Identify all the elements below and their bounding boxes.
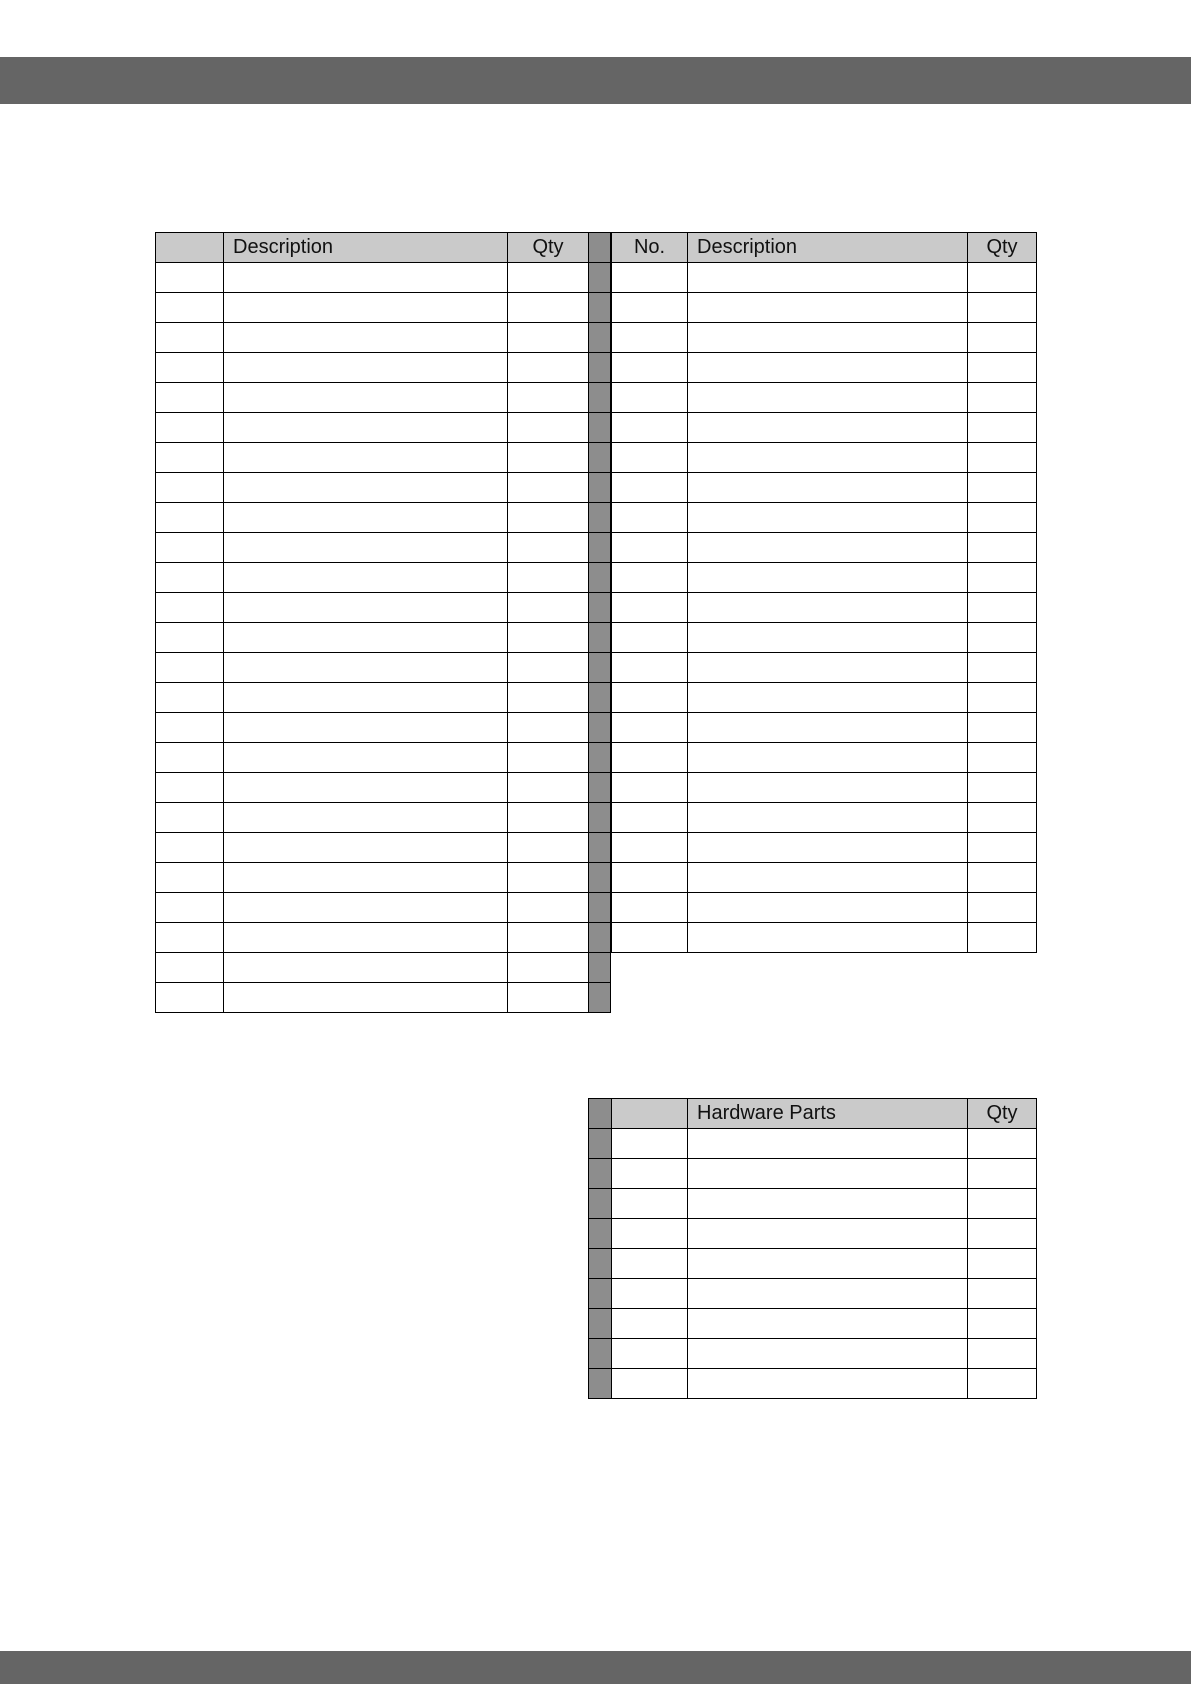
qty-cell[interactable] <box>508 263 589 293</box>
description-cell[interactable] <box>224 503 508 533</box>
table-row <box>589 1369 1037 1399</box>
table-row <box>156 923 611 953</box>
qty-cell[interactable] <box>968 923 1037 953</box>
table-row <box>612 893 1037 923</box>
description-cell[interactable] <box>224 863 508 893</box>
divider-strip-cell <box>589 1369 612 1399</box>
table-row <box>156 593 611 623</box>
qty-cell[interactable] <box>508 443 589 473</box>
divider-strip-cell <box>589 413 611 443</box>
no-cell[interactable] <box>612 473 688 503</box>
description-cell[interactable] <box>224 623 508 653</box>
hardware-parts-table <box>588 1098 1037 1399</box>
qty-cell[interactable] <box>508 503 589 533</box>
description-cell[interactable] <box>224 293 508 323</box>
qty-cell[interactable] <box>508 383 589 413</box>
no-cell[interactable] <box>612 1309 688 1339</box>
table-row <box>156 473 611 503</box>
table-row <box>612 653 1037 683</box>
table-row <box>156 863 611 893</box>
no-cell[interactable] <box>156 413 224 443</box>
no-cell[interactable] <box>612 1339 688 1369</box>
table-row <box>589 1189 1037 1219</box>
table-row <box>612 473 1037 503</box>
no-cell[interactable] <box>612 383 688 413</box>
qty-cell[interactable] <box>508 473 589 503</box>
qty-cell[interactable] <box>508 353 589 383</box>
qty-cell[interactable] <box>968 593 1037 623</box>
description-cell[interactable] <box>688 533 968 563</box>
no-cell[interactable] <box>612 1249 688 1279</box>
qty-cell[interactable] <box>968 443 1037 473</box>
divider-strip-cell <box>589 263 611 293</box>
table-row <box>156 953 611 983</box>
table-row <box>156 713 611 743</box>
divider-strip-cell <box>589 623 611 653</box>
no-cell[interactable] <box>156 353 224 383</box>
qty-cell[interactable] <box>508 623 589 653</box>
no-cell[interactable] <box>612 833 688 863</box>
no-cell[interactable] <box>156 953 224 983</box>
table-row <box>612 533 1037 563</box>
description-cell[interactable] <box>224 743 508 773</box>
divider-strip-cell <box>589 1099 612 1129</box>
divider-strip-cell <box>589 683 611 713</box>
no-header <box>612 1099 688 1129</box>
table-row <box>612 503 1037 533</box>
divider-strip-cell <box>589 923 611 953</box>
no-cell[interactable] <box>156 773 224 803</box>
table-row <box>612 623 1037 653</box>
table-row <box>612 713 1037 743</box>
description-cell[interactable] <box>224 533 508 563</box>
qty-cell[interactable] <box>508 953 589 983</box>
parts-table-right-body <box>612 263 1037 953</box>
description-cell[interactable] <box>688 743 968 773</box>
table-row <box>589 1339 1037 1369</box>
no-cell[interactable] <box>612 893 688 923</box>
table-row <box>612 413 1037 443</box>
description-cell[interactable] <box>224 923 508 953</box>
description-cell[interactable] <box>688 623 968 653</box>
qty-cell[interactable] <box>508 713 589 743</box>
description-cell[interactable] <box>688 863 968 893</box>
qty-cell[interactable] <box>968 863 1037 893</box>
qty-header: Qty <box>968 1099 1037 1129</box>
no-cell[interactable] <box>612 1129 688 1159</box>
qty-cell[interactable] <box>508 863 589 893</box>
qty-cell[interactable] <box>968 323 1037 353</box>
description-cell[interactable] <box>688 833 968 863</box>
description-cell[interactable] <box>688 443 968 473</box>
no-cell[interactable] <box>156 743 224 773</box>
table-row <box>612 773 1037 803</box>
qty-cell[interactable] <box>968 1159 1037 1189</box>
table-row <box>156 323 611 353</box>
no-cell[interactable] <box>612 533 688 563</box>
qty-cell[interactable] <box>508 593 589 623</box>
table-row <box>612 863 1037 893</box>
description-cell[interactable] <box>224 473 508 503</box>
no-cell[interactable] <box>612 503 688 533</box>
table-row <box>156 533 611 563</box>
divider-strip-cell <box>589 1129 612 1159</box>
description-cell[interactable] <box>688 1219 968 1249</box>
qty-cell[interactable] <box>508 533 589 563</box>
description-cell[interactable] <box>224 263 508 293</box>
no-cell[interactable] <box>612 353 688 383</box>
description-cell[interactable] <box>688 593 968 623</box>
qty-cell[interactable] <box>508 923 589 953</box>
qty-cell[interactable] <box>968 623 1037 653</box>
divider-strip-cell <box>589 773 611 803</box>
description-cell[interactable] <box>688 653 968 683</box>
description-cell[interactable] <box>688 353 968 383</box>
qty-cell[interactable] <box>968 773 1037 803</box>
no-cell[interactable] <box>612 923 688 953</box>
no-cell[interactable] <box>612 293 688 323</box>
description-cell[interactable] <box>224 593 508 623</box>
no-cell[interactable] <box>612 263 688 293</box>
qty-cell[interactable] <box>508 773 589 803</box>
description-cell[interactable] <box>688 1249 968 1279</box>
table-row <box>612 263 1037 293</box>
no-cell[interactable] <box>156 713 224 743</box>
no-header <box>156 233 224 263</box>
header-row <box>612 233 1037 263</box>
qty-cell[interactable] <box>968 803 1037 833</box>
table-row <box>156 623 611 653</box>
description-cell[interactable] <box>688 1159 968 1189</box>
divider-strip-cell <box>589 1309 612 1339</box>
description-cell[interactable] <box>688 713 968 743</box>
no-cell[interactable] <box>612 863 688 893</box>
qty-cell[interactable] <box>968 383 1037 413</box>
description-cell[interactable] <box>688 1369 968 1399</box>
no-cell[interactable] <box>156 473 224 503</box>
qty-cell[interactable] <box>968 1309 1037 1339</box>
no-cell[interactable] <box>156 293 224 323</box>
parts-table-left <box>155 232 611 1013</box>
qty-cell[interactable] <box>508 893 589 923</box>
description-cell[interactable] <box>688 1189 968 1219</box>
qty-cell[interactable] <box>508 293 589 323</box>
table-row <box>612 683 1037 713</box>
bottom-footer-band <box>0 1651 1191 1684</box>
no-cell[interactable] <box>612 1279 688 1309</box>
hardware-parts-table-body <box>589 1129 1037 1399</box>
parts-table-left-body <box>156 263 611 1013</box>
no-cell[interactable] <box>612 803 688 833</box>
parts-table-right <box>611 232 1037 953</box>
divider-strip-cell <box>589 743 611 773</box>
description-header: Description <box>688 233 968 263</box>
table-row <box>589 1159 1037 1189</box>
no-cell[interactable] <box>156 623 224 653</box>
table-row <box>156 353 611 383</box>
divider-strip-cell <box>589 233 611 263</box>
divider-strip-cell <box>589 593 611 623</box>
table-row <box>589 1129 1037 1159</box>
table-row <box>156 893 611 923</box>
table-row <box>156 773 611 803</box>
no-cell[interactable] <box>612 443 688 473</box>
no-cell[interactable] <box>156 323 224 353</box>
table-row <box>612 443 1037 473</box>
description-cell[interactable] <box>688 503 968 533</box>
description-cell[interactable] <box>688 773 968 803</box>
description-cell[interactable] <box>224 953 508 983</box>
no-cell[interactable] <box>612 1219 688 1249</box>
divider-strip-cell <box>589 893 611 923</box>
description-cell[interactable] <box>224 413 508 443</box>
table-row <box>156 293 611 323</box>
divider-strip-cell <box>589 833 611 863</box>
table-row <box>589 1249 1037 1279</box>
description-cell[interactable] <box>688 323 968 353</box>
no-cell[interactable] <box>156 563 224 593</box>
table-row <box>156 833 611 863</box>
divider-strip-cell <box>589 1339 612 1369</box>
description-cell[interactable] <box>688 263 968 293</box>
description-cell[interactable] <box>224 833 508 863</box>
divider-strip-cell <box>589 1279 612 1309</box>
qty-cell[interactable] <box>968 473 1037 503</box>
no-cell[interactable] <box>156 383 224 413</box>
table-row <box>612 923 1037 953</box>
hardware-parts-header: Hardware Parts <box>688 1099 968 1129</box>
divider-strip-cell <box>589 323 611 353</box>
no-cell[interactable] <box>156 263 224 293</box>
table-row <box>612 323 1037 353</box>
divider-strip-cell <box>589 1159 612 1189</box>
qty-cell[interactable] <box>968 1189 1037 1219</box>
table-row <box>156 563 611 593</box>
table-row <box>612 833 1037 863</box>
description-cell[interactable] <box>224 353 508 383</box>
qty-cell[interactable] <box>968 743 1037 773</box>
qty-cell[interactable] <box>508 413 589 443</box>
qty-cell[interactable] <box>968 713 1037 743</box>
table-row <box>612 293 1037 323</box>
no-cell[interactable] <box>612 413 688 443</box>
description-cell[interactable] <box>688 1129 968 1159</box>
no-cell[interactable] <box>612 323 688 353</box>
table-row <box>612 383 1037 413</box>
description-cell[interactable] <box>688 893 968 923</box>
description-cell[interactable] <box>224 443 508 473</box>
divider-strip-cell <box>589 803 611 833</box>
table-row <box>156 653 611 683</box>
table-row <box>589 1279 1037 1309</box>
description-cell[interactable] <box>224 653 508 683</box>
qty-cell[interactable] <box>508 563 589 593</box>
description-cell[interactable] <box>688 473 968 503</box>
description-cell[interactable] <box>688 1279 968 1309</box>
qty-cell[interactable] <box>968 1129 1037 1159</box>
qty-cell[interactable] <box>968 653 1037 683</box>
description-cell[interactable] <box>688 1309 968 1339</box>
no-cell[interactable] <box>156 833 224 863</box>
description-cell[interactable] <box>224 383 508 413</box>
no-cell[interactable] <box>156 893 224 923</box>
divider-strip-cell <box>589 653 611 683</box>
no-cell[interactable] <box>156 653 224 683</box>
description-cell[interactable] <box>224 893 508 923</box>
qty-header: Qty <box>968 233 1037 263</box>
no-cell[interactable] <box>156 983 224 1013</box>
description-cell[interactable] <box>224 803 508 833</box>
table-row <box>589 1309 1037 1339</box>
description-cell[interactable] <box>688 1339 968 1369</box>
divider-strip-cell <box>589 1189 612 1219</box>
table-row <box>156 983 611 1013</box>
divider-strip-cell <box>589 443 611 473</box>
table-row <box>156 263 611 293</box>
divider-strip-cell <box>589 713 611 743</box>
no-cell[interactable] <box>156 503 224 533</box>
divider-strip-cell <box>589 503 611 533</box>
table-row <box>612 803 1037 833</box>
divider-strip-cell <box>589 353 611 383</box>
no-cell[interactable] <box>156 923 224 953</box>
qty-cell[interactable] <box>508 803 589 833</box>
divider-strip-cell <box>589 293 611 323</box>
qty-cell[interactable] <box>968 293 1037 323</box>
table-row <box>156 683 611 713</box>
description-cell[interactable] <box>224 323 508 353</box>
description-cell[interactable] <box>688 923 968 953</box>
header-row <box>589 1099 1037 1129</box>
divider-strip-cell <box>589 863 611 893</box>
description-cell[interactable] <box>224 713 508 743</box>
qty-cell[interactable] <box>968 503 1037 533</box>
qty-cell[interactable] <box>968 413 1037 443</box>
description-cell[interactable] <box>688 803 968 833</box>
qty-cell[interactable] <box>508 743 589 773</box>
divider-strip-cell <box>589 983 611 1013</box>
no-cell[interactable] <box>156 803 224 833</box>
header-row <box>156 233 611 263</box>
no-cell[interactable] <box>612 593 688 623</box>
qty-cell[interactable] <box>968 563 1037 593</box>
divider-strip-cell <box>589 563 611 593</box>
qty-cell[interactable] <box>508 683 589 713</box>
qty-cell[interactable] <box>968 683 1037 713</box>
no-cell[interactable] <box>612 1159 688 1189</box>
description-cell[interactable] <box>688 563 968 593</box>
table-row <box>156 503 611 533</box>
no-cell[interactable] <box>612 683 688 713</box>
qty-cell[interactable] <box>508 983 589 1013</box>
no-cell[interactable] <box>612 653 688 683</box>
description-cell[interactable] <box>688 683 968 713</box>
description-cell[interactable] <box>688 413 968 443</box>
divider-strip-cell <box>589 953 611 983</box>
qty-cell[interactable] <box>968 1339 1037 1369</box>
description-cell[interactable] <box>224 563 508 593</box>
table-row <box>156 803 611 833</box>
qty-cell[interactable] <box>968 533 1037 563</box>
qty-cell[interactable] <box>968 833 1037 863</box>
description-cell[interactable] <box>688 293 968 323</box>
no-header: No. <box>612 233 688 263</box>
qty-cell[interactable] <box>968 1369 1037 1399</box>
table-row <box>612 593 1037 623</box>
table-row <box>156 443 611 473</box>
table-row <box>612 743 1037 773</box>
no-cell[interactable] <box>612 1369 688 1399</box>
qty-cell[interactable] <box>508 323 589 353</box>
no-cell[interactable] <box>156 443 224 473</box>
description-cell[interactable] <box>224 983 508 1013</box>
qty-cell[interactable] <box>968 353 1037 383</box>
description-cell[interactable] <box>688 383 968 413</box>
qty-header: Qty <box>508 233 589 263</box>
table-row <box>612 563 1037 593</box>
no-cell[interactable] <box>612 563 688 593</box>
no-cell[interactable] <box>612 743 688 773</box>
no-cell[interactable] <box>612 773 688 803</box>
qty-cell[interactable] <box>508 653 589 683</box>
table-row <box>589 1219 1037 1249</box>
no-cell[interactable] <box>156 533 224 563</box>
description-header: Description <box>224 233 508 263</box>
no-cell[interactable] <box>612 1189 688 1219</box>
qty-cell[interactable] <box>968 1219 1037 1249</box>
table-row <box>156 743 611 773</box>
qty-cell[interactable] <box>968 263 1037 293</box>
table-row <box>612 353 1037 383</box>
top-header-band <box>0 57 1191 104</box>
qty-cell[interactable] <box>508 833 589 863</box>
table-row <box>156 383 611 413</box>
table-row <box>156 413 611 443</box>
qty-cell[interactable] <box>968 1279 1037 1309</box>
qty-cell[interactable] <box>968 893 1037 923</box>
no-cell[interactable] <box>156 683 224 713</box>
divider-strip-cell <box>589 533 611 563</box>
divider-strip-cell <box>589 383 611 413</box>
no-cell[interactable] <box>156 593 224 623</box>
divider-strip-cell <box>589 1249 612 1279</box>
no-cell[interactable] <box>612 623 688 653</box>
divider-strip-cell <box>589 473 611 503</box>
no-cell[interactable] <box>612 713 688 743</box>
qty-cell[interactable] <box>968 1249 1037 1279</box>
description-cell[interactable] <box>224 683 508 713</box>
divider-strip-cell <box>589 1219 612 1249</box>
no-cell[interactable] <box>156 863 224 893</box>
description-cell[interactable] <box>224 773 508 803</box>
